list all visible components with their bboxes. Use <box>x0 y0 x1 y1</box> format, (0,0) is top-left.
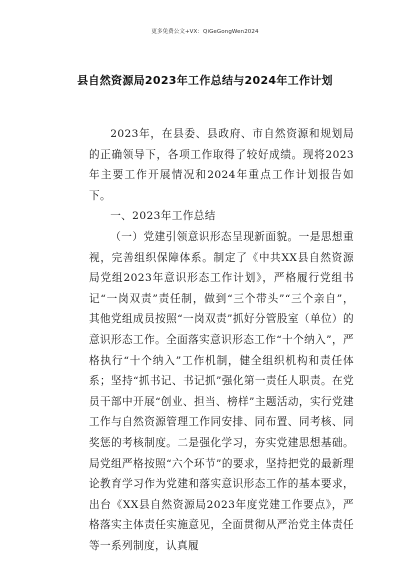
section-paragraph: （一）党建引领意识形态呈现新面貌。一是思想重视，完善组织保障体系。制定了《中共XX县自然资源局党组2023年意识形态工作计划》，严格履行党组书记“一岗双责”责任制，做到“三个带头”“三个亲自”，其他党组成员按照“一岗双责”抓好分管股室（单位）的意识形态工作。全面落实意识形态工作“十个纳入”，严格执行“十个纳入”工作机制，健全组织机构和责任体系；坚持“抓书记、书记抓”强化第一责任人职责。在党员干部中开展“创业、担当、榜样”主题活动，实行党建工作与自然资源管理工作同安排、同布置、同考核、同奖惩的考核制度。二是强化学习，夯实党建思想基础。局党组严格按照“六个环节”的要求，坚持把党的最新理论教育学习作为党建和落实意识形态工作的基本要求，出台《XX县自然资源局2023年度党建工作要点》，严格落实主体责任实施意见，全面贯彻从严治党主体责任等一系列制度，认真履 <box>89 230 354 552</box>
document-body <box>89 124 354 556</box>
header-note: 更多免费公文+VX：QiGeGongWen2024 <box>151 29 259 35</box>
intro-paragraph: 2023年，在县委、县政府、市自然资源和规划局的正确领导下，各项工作取得了较好成绩。现将2023年主要工作开展情况和2024年重点工作计划报告如下。 <box>89 128 354 202</box>
section-heading: 一、2023年工作总结 <box>110 210 216 223</box>
document-title: 县自然资源局2023年工作总结与2024年工作计划 <box>77 74 333 87</box>
